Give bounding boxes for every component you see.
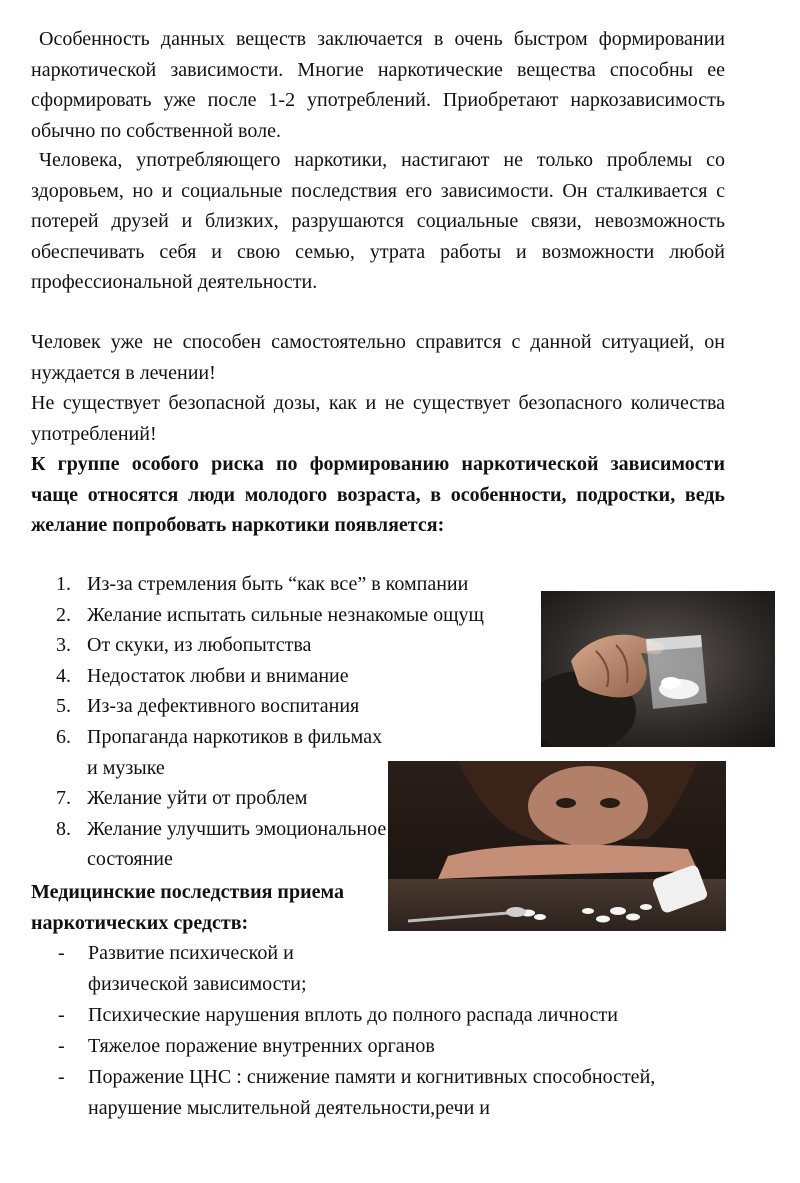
list-item: 5. Из-за дефективного воспитания [56, 695, 360, 718]
medical-consequences-heading: Медицинские последствия приема наркотических средств: [31, 881, 344, 934]
list-item: 3. От скуки, из любопытства [56, 634, 312, 657]
paragraph-social-consequences: Человека, употребляющего наркотики, настигают не только проблемы со здоровьем, но и социальные последствия его зависимости. Он сталкивается с потерей друзей и близких, разрушаются социальные связи, невозможность обеспечивать себя и свою семью, утрата работы и возможности любой профессиональной деятельности. [31, 149, 725, 293]
consequences-list [58, 938, 738, 1124]
list-item: 4. Недостаток любви и внимание [56, 664, 349, 687]
list-item: 6. Пропаганда наркотиков в фильмах и музыке [56, 725, 383, 779]
paragraph-risk-group: К группе особого риска по формированию наркотической зависимости чаще относятся люди молодого возраста, в особенности, подростки, ведь желание попробовать наркотики появляется: [31, 453, 725, 536]
paragraph-needs-treatment: Человек уже не способен самостоятельно справится с данной ситуацией, он нуждается в лечении! [31, 331, 725, 384]
list-item: - Развитие психической и физической зависимости; [58, 942, 307, 995]
woman-with-pills-image [388, 761, 726, 931]
list-item: 7. Желание уйти от проблем [56, 787, 308, 810]
paragraph-addiction-speed: Особенность данных веществ заключается в очень быстром формировании наркотической зависимости. Многие наркотические вещества способны ее сформировать уже после 1-2 употреблений. Приобретают наркозависимость обычно по собственной воле. [31, 28, 725, 142]
woman-with-pills-photo [388, 761, 726, 931]
paragraph-no-safe-dose: Не существует безопасной дозы, как и не существует безопасного количества употреблений! [31, 392, 725, 445]
list-item: - Психические нарушения вплоть до полного распада личности [58, 1004, 618, 1026]
hand-with-drug-bag-photo [541, 591, 775, 747]
hand-with-drug-bag-image [541, 591, 775, 747]
list-item: 8. Желание улучшить эмоциональное состояние [56, 817, 387, 871]
list-item: - Поражение ЦНС : снижение памяти и когнитивных способностей, нарушение мыслительной деятельности,речи и [58, 1066, 656, 1119]
list-item: 2. Желание испытать сильные незнакомые ощущ [56, 603, 484, 626]
list-item: 1. Из-за стремления быть “как все” в компании [56, 573, 469, 595]
list-item: - Тяжелое поражение внутренних органов [58, 1035, 435, 1057]
